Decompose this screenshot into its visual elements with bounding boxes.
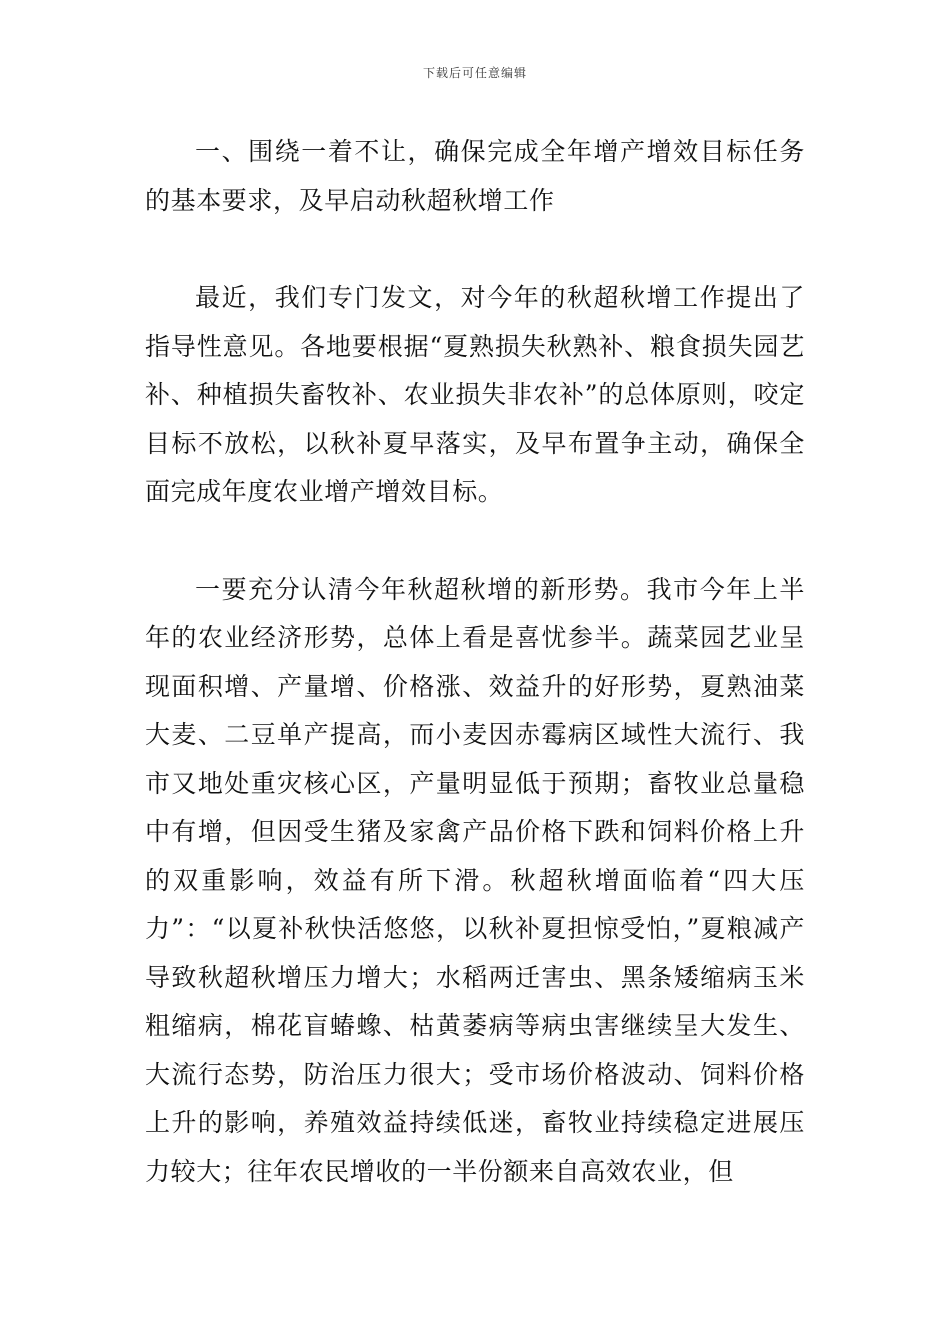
page-header: 下载后可任意编辑 xyxy=(422,66,527,80)
document-body xyxy=(145,128,805,1196)
body-paragraph: 一要充分认清今年秋超秋增的新形势。我市今年上半年的农业经济形势，总体上看是喜忧参半。蔬菜园艺业呈现面积增、产量增、价格涨、效益升的好形势，夏熟油菜大麦、二豆单产提高，而小麦因赤霉病区域性大流行、我市又地处重灾核心区，产量明显低于预期；畜牧业总量稳中有增，但因受生猪及家禽产品价格下跌和饲料价格上升的双重影响，效益有所下滑。秋超秋增面临着“四大压力”：“以夏补秋快活悠悠，以秋补夏担惊受怕，”夏粮减产导致秋超秋增压力增大；水稻两迁害虫、黑条矮缩病玉米粗缩病，棉花盲蝽蟓、枯黄萎病等病虫害继续呈大发生、大流行态势，防治压力很大；受市场价格波动、饲料价格上升的影响，养殖效益持续低迷，畜牧业持续稳定进展压力较大；往年农民增收的一半份额来自高效农业，但 xyxy=(145,574,805,1186)
body-paragraph: 最近，我们专门发文，对今年的秋超秋增工作提出了指导性意见。各地要根据“夏熟损失秋熟补、粮食损失园艺补、种植损失畜牧补、农业损失非农补”的总体原则，咬定目标不放松，以秋补夏早落实，及早布置争主动，确保全面完成年度农业增产增效目标。 xyxy=(145,283,805,506)
section-heading-paragraph: 一、围绕一着不让，确保完成全年增产增效目标任务的基本要求，及早启动秋超秋增工作 xyxy=(145,137,805,215)
